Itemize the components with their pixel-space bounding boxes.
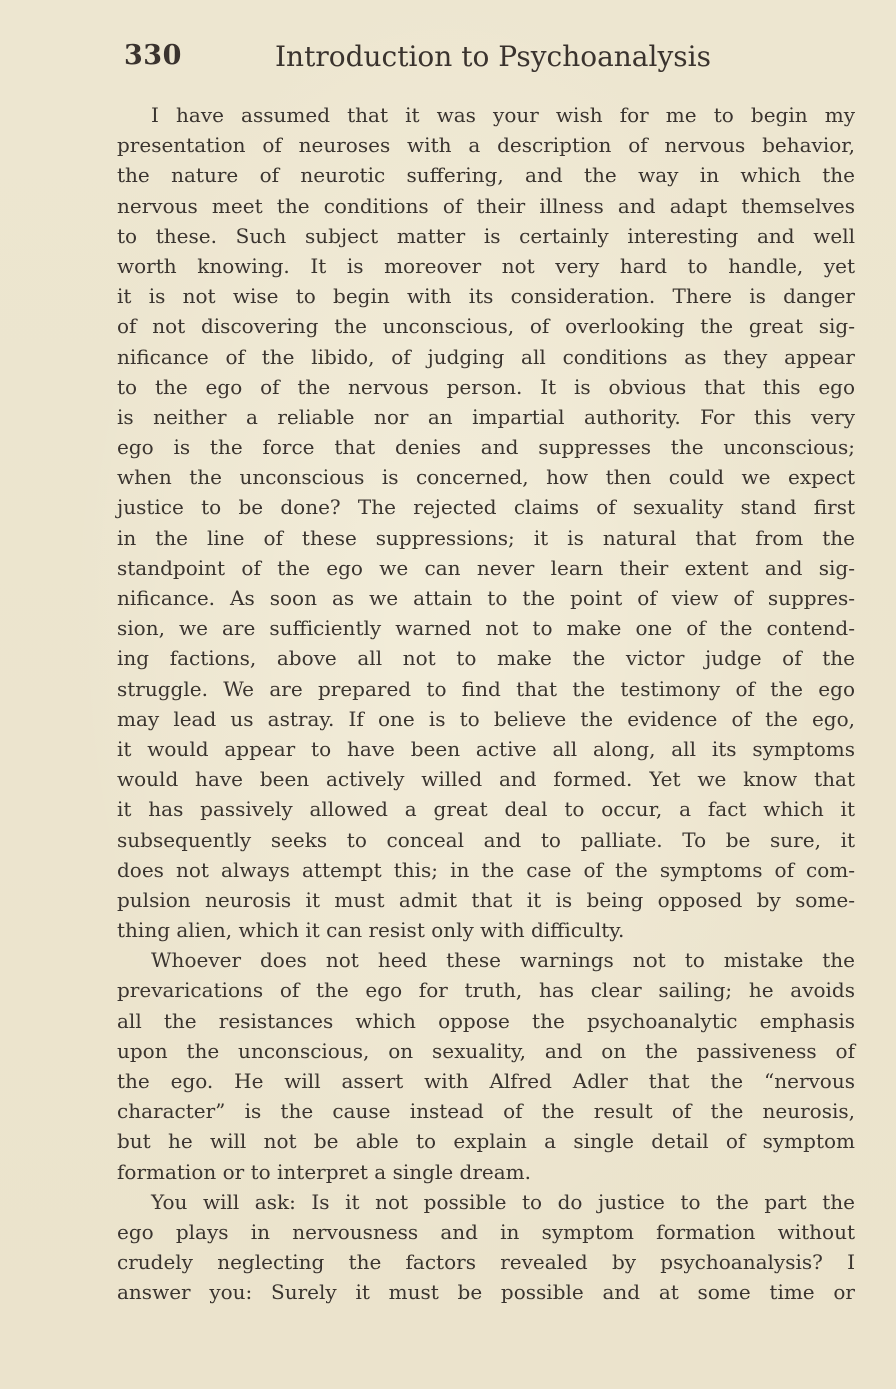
text-line: sion, we are sufficiently warned not to make one of the contend- [117,616,855,641]
text-line: Whoever does not heed these warnings not to mistake the [151,948,855,973]
text-line: crudely neglecting the factors revealed by psychoanalysis? I [117,1250,855,1275]
text-line: it is not wise to begin with its consideration. There is danger [117,284,855,309]
text-line: when the unconscious is concerned, how then could we expect [117,465,855,490]
text-line: it has passively allowed a great deal to occur, a fact which it [117,797,855,822]
text-line: may lead us astray. If one is to believe the evidence of the ego, [117,706,855,731]
text-line: but he will not be able to explain a single detail of symptom [117,1129,855,1154]
text-line: to the ego of the nervous person. It is obvious that this ego [117,374,855,399]
text-line: the nature of neurotic suffering, and the way in which the [117,163,855,188]
text-line: standpoint of the ego we can never learn their extent and sig- [117,555,855,580]
text-line: presentation of neuroses with a description of nervous behavior, [117,133,855,158]
running-title: Introduction to Psychoanalysis [275,40,711,73]
paragraph-1 [117,100,855,945]
text-line: to these. Such subject matter is certainly interesting and well [117,223,855,248]
text-line: all the resistances which oppose the psychoanalytic emphasis [117,1008,855,1033]
text-line: ing factions, above all not to make the victor judge of the [117,646,855,671]
text-line: character” is the cause instead of the result of the neurosis, [117,1099,855,1124]
text-line: struggle. We are prepared to find that the testimony of the ego [117,676,855,701]
text-line: in the line of these suppressions; it is natural that from the [117,525,855,550]
text-line: thing alien, which it can resist only with difficulty. [117,918,625,943]
text-line: I have assumed that it was your wish for me to begin my [151,103,855,127]
text-line: answer you: Surely it must be possible and at some time or [117,1280,855,1305]
text-line: justice to be done? The rejected claims of sexuality stand first [117,495,855,520]
text-line: is neither a reliable nor an impartial authority. For this very [117,404,855,429]
text-line: does not always attempt this; in the case of the symptoms of com- [117,857,855,882]
text-line: prevarications of the ego for truth, has clear sailing; he avoids [117,978,855,1003]
text-line: nificance. As soon as we attain to the point of view of suppres- [117,586,855,610]
body-text [117,100,855,1308]
paragraph-2 [117,945,855,1187]
text-line: You will ask: Is it not possible to do justice to the part the [151,1189,855,1214]
text-line: it would appear to have been active all along, all its symptoms [117,736,855,761]
text-line: nificance of the libido, of judging all conditions as they appear [117,344,855,369]
text-line: ego plays in nervousness and in symptom formation without [117,1219,855,1244]
text-line: worth knowing. It is moreover not very hard to handle, yet [117,253,855,278]
text-line: subsequently seeks to conceal and to palliate. To be sure, it [117,827,855,852]
text-line: would have been actively willed and formed. Yet we know that [117,767,855,792]
text-line: the ego. He will assert with Alfred Adler that the “nervous [117,1069,855,1093]
text-line: formation or to interpret a single dream. [117,1159,531,1184]
text-line: of not discovering the unconscious, of overlooking the great sig- [117,314,855,339]
paragraph-3 [117,1187,855,1308]
text-line: upon the unconscious, on sexuality, and on the passiveness of [117,1038,855,1063]
text-line: ego is the force that denies and suppresses the unconscious; [117,435,855,460]
page-number: 330 [124,40,182,71]
page-header [124,40,844,88]
text-line: nervous meet the conditions of their illness and adapt themselves [117,193,855,218]
text-line: pulsion neurosis it must admit that it is being opposed by some- [117,887,855,912]
